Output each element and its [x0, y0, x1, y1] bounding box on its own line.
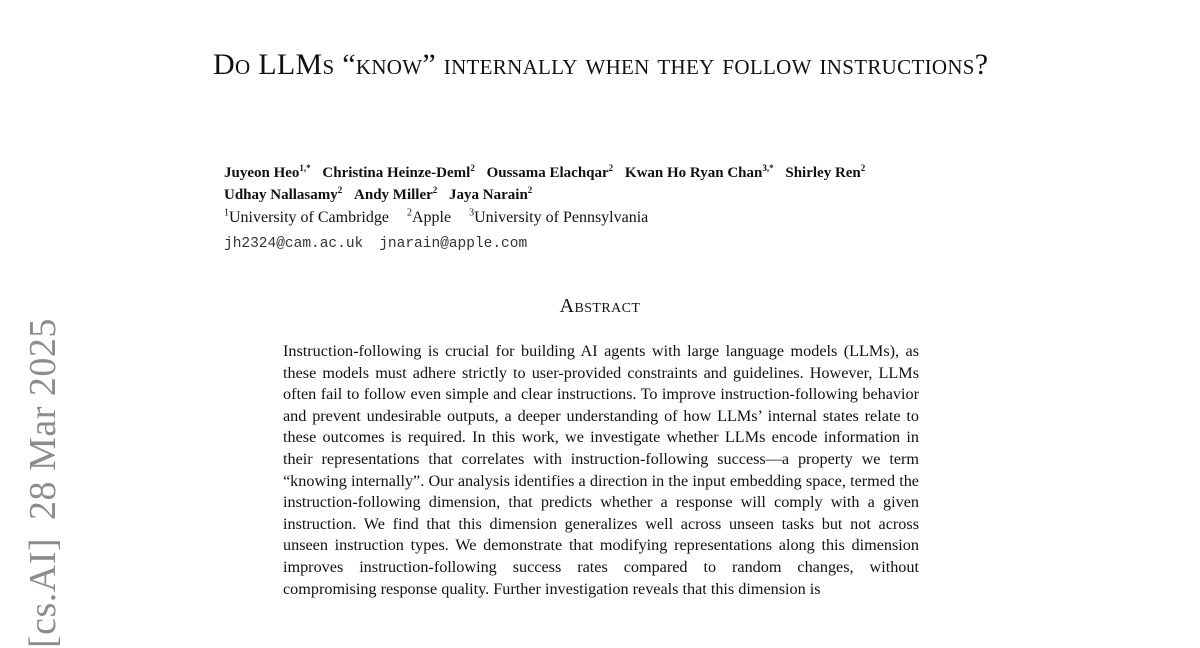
paper-title: Do LLMs “know” internally when they follow instructions? — [213, 48, 989, 81]
contact-emails — [224, 236, 543, 252]
abstract-text: Instruction-following is crucial for building AI agents with large language models (LLMs), as these models must adhere strictly to user-provided constraints and guidelines. However, LLMs often fail to follow even simple and clear instructions. To improve instruction-following behavior and prevent undesirable outputs, a deeper understanding of how LLMs’ internal states relate to these outcomes is required. In this work, we investigate whether LLMs encode information in their representations that correlates with instruction-following success—a property we term “knowing internally”. Our analysis identifies a direction in the input embedding space, termed the instruction-following dimension, that predicts whether a response will comply with a given instruction. We find that this dimension generalizes well across unseen tasks but not across unseen instruction types. We demonstrate that modifying representations along this dimension improves instruction-following success rates compared to random changes, without compromising response quality. Further investigation reveals that this dimension is — [283, 342, 919, 598]
affiliation: $^1$University of Cambridge — [224, 207, 389, 226]
affiliation: $^2$Apple — [406, 207, 452, 226]
affiliation-list — [224, 207, 662, 229]
arxiv-category: [cs.AI] — [22, 537, 64, 648]
author: Jaya Narain$^2$ — [449, 185, 533, 203]
author: Andy Miller$^2$ — [354, 185, 438, 203]
arxiv-identifier-sidebar — [24, 318, 62, 648]
email-address: jnarain@apple.com — [379, 236, 528, 252]
author: Shirley Ren$^2$ — [785, 163, 866, 181]
author: Oussama Elachqar$^2$ — [486, 163, 614, 181]
author-list — [224, 162, 1024, 206]
author: Juyeon Heo$^{1,*}$ — [224, 163, 311, 181]
author: Kwan Ho Ryan Chan$^{3,*}$ — [624, 163, 774, 181]
arxiv-date: 28 Mar 2025 — [22, 318, 64, 520]
author: Udhay Nallasamy$^2$ — [224, 185, 343, 203]
affiliation: $^3$University of Pennsylvania — [469, 207, 649, 226]
email-address: jh2324@cam.ac.uk — [224, 236, 364, 252]
author: Christina Heinze-Deml$^2$ — [322, 163, 475, 181]
abstract-heading: Abstract — [559, 295, 641, 317]
